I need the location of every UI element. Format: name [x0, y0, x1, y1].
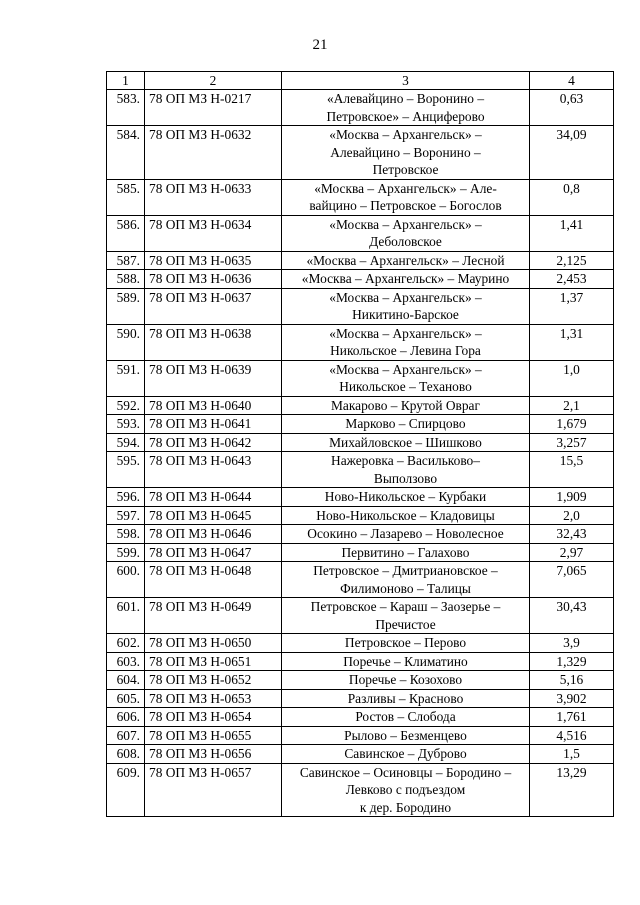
- road-id: 78 ОП МЗ Н-0635: [145, 251, 282, 270]
- road-id: 78 ОП МЗ Н-0656: [145, 745, 282, 764]
- table-row: [107, 251, 614, 270]
- row-number: 592.: [107, 396, 145, 415]
- table-row: [107, 763, 614, 817]
- road-id: 78 ОП МЗ Н-0657: [145, 763, 282, 817]
- road-name: [282, 215, 530, 251]
- road-id: 78 ОП МЗ Н-0650: [145, 634, 282, 653]
- road-length: 1,31: [530, 324, 614, 360]
- road-name: [282, 525, 530, 544]
- road-name-line: Никольское – Теханово: [339, 379, 472, 394]
- road-name: [282, 763, 530, 817]
- row-number: 606.: [107, 708, 145, 727]
- road-id: 78 ОП МЗ Н-0653: [145, 689, 282, 708]
- road-name-line: Выползово: [373, 470, 438, 486]
- table-header-row: [107, 72, 614, 90]
- road-length: 3,902: [530, 689, 614, 708]
- road-length: 1,679: [530, 415, 614, 434]
- road-length: 0,63: [530, 90, 614, 126]
- road-length: 2,125: [530, 251, 614, 270]
- road-name-line: Макарово – Крутой Овраг: [331, 397, 480, 413]
- row-number: 603.: [107, 652, 145, 671]
- row-number: 600.: [107, 562, 145, 598]
- row-number: 583.: [107, 90, 145, 126]
- road-name: [282, 671, 530, 690]
- column-header-2: 2: [145, 72, 282, 90]
- road-length: 3,9: [530, 634, 614, 653]
- road-name: [282, 488, 530, 507]
- road-name-line: Нажеровка – Васильково–: [331, 453, 480, 468]
- road-name-line: Поречье – Климатино: [343, 653, 468, 669]
- column-header-4: 4: [530, 72, 614, 90]
- road-name: [282, 396, 530, 415]
- road-length: 1,41: [530, 215, 614, 251]
- road-name-line: «Москва – Архангельск» –: [329, 325, 482, 341]
- road-name-line: «Москва – Архангельск» – Лесной: [306, 252, 505, 268]
- row-number: 608.: [107, 745, 145, 764]
- road-name-line: Марково – Спирцово: [345, 416, 466, 431]
- table-row: [107, 726, 614, 745]
- road-name: [282, 90, 530, 126]
- road-id: 78 ОП МЗ Н-0634: [145, 215, 282, 251]
- road-length: 1,0: [530, 360, 614, 396]
- road-name: [282, 652, 530, 671]
- road-length: 3,257: [530, 433, 614, 452]
- road-id: 78 ОП МЗ Н-0652: [145, 671, 282, 690]
- road-name-line: «Москва – Архангельск» – Маурино: [301, 271, 510, 286]
- table-row: [107, 634, 614, 653]
- road-name-line: «Москва – Архангельск» –: [329, 289, 482, 305]
- road-name-line: Петровское – Перово: [344, 635, 467, 650]
- table-row: [107, 745, 614, 764]
- table-row: [107, 689, 614, 708]
- road-name-line: Ново-Никольское – Кладовицы: [316, 507, 495, 523]
- table-row: [107, 488, 614, 507]
- row-number: 589.: [107, 288, 145, 324]
- road-name-line: Осокино – Лазарево – Новолесное: [307, 526, 504, 541]
- road-name-line: к дер. Бородино: [359, 799, 452, 815]
- road-id: 78 ОП МЗ Н-0640: [145, 396, 282, 415]
- table-row: [107, 360, 614, 396]
- row-number: 586.: [107, 215, 145, 251]
- road-id: 78 ОП МЗ Н-0655: [145, 726, 282, 745]
- road-name-line: Савинское – Осиновцы – Бородино –: [299, 764, 512, 780]
- row-number: 593.: [107, 415, 145, 434]
- road-id: 78 ОП МЗ Н-0646: [145, 525, 282, 544]
- road-length: 2,1: [530, 396, 614, 415]
- road-name: [282, 433, 530, 452]
- road-length: 32,43: [530, 525, 614, 544]
- row-number: 604.: [107, 671, 145, 690]
- road-name-line: «Москва – Архангельск» –: [329, 361, 482, 377]
- table-row: [107, 671, 614, 690]
- table-body: [107, 90, 614, 817]
- road-name-line: Петровское: [372, 162, 439, 177]
- road-id: 78 ОП МЗ Н-0217: [145, 90, 282, 126]
- road-name-line: Никитино-Барское: [352, 307, 459, 322]
- road-name-line: Деболовское: [369, 234, 442, 249]
- road-name: [282, 452, 530, 488]
- table-row: [107, 215, 614, 251]
- row-number: 605.: [107, 689, 145, 708]
- road-name-line: «Москва – Архангельск» – Але-: [314, 180, 497, 196]
- road-name: [282, 288, 530, 324]
- road-name-line: Ново-Никольское – Курбаки: [324, 489, 487, 504]
- table-row: [107, 324, 614, 360]
- table-row: [107, 433, 614, 452]
- road-id: 78 ОП МЗ Н-0647: [145, 543, 282, 562]
- road-id: 78 ОП МЗ Н-0654: [145, 708, 282, 727]
- row-number: 590.: [107, 324, 145, 360]
- road-name-line: Петровское» – Анциферово: [326, 108, 485, 124]
- row-number: 595.: [107, 452, 145, 488]
- table-row: [107, 562, 614, 598]
- table-row: [107, 598, 614, 634]
- road-id: 78 ОП МЗ Н-0645: [145, 506, 282, 525]
- road-length: 1,329: [530, 652, 614, 671]
- road-length: 34,09: [530, 126, 614, 180]
- road-id: 78 ОП МЗ Н-0639: [145, 360, 282, 396]
- row-number: 584.: [107, 126, 145, 180]
- road-length: 13,29: [530, 763, 614, 817]
- road-name-line: Савинское – Дуброво: [344, 746, 467, 761]
- road-name-line: Никольское – Левина Гора: [330, 343, 481, 358]
- road-id: 78 ОП МЗ Н-0643: [145, 452, 282, 488]
- road-id: 78 ОП МЗ Н-0642: [145, 433, 282, 452]
- road-name: [282, 708, 530, 727]
- column-header-1: 1: [107, 72, 145, 90]
- road-id: 78 ОП МЗ Н-0638: [145, 324, 282, 360]
- road-length: 0,8: [530, 179, 614, 215]
- road-length: 5,16: [530, 671, 614, 690]
- table-row: [107, 525, 614, 544]
- road-name: [282, 634, 530, 653]
- road-name-line: вайцино – Петровское – Богослов: [309, 198, 502, 213]
- road-id: 78 ОП МЗ Н-0648: [145, 562, 282, 598]
- page-number: 21: [312, 37, 328, 53]
- road-name-line: Первитино – Галахово: [341, 544, 470, 560]
- road-length: 7,065: [530, 562, 614, 598]
- road-length: 2,97: [530, 543, 614, 562]
- table-row: [107, 126, 614, 180]
- table-row: [107, 179, 614, 215]
- road-name-line: Рылово – Безменцево: [344, 727, 467, 743]
- road-length: 15,5: [530, 452, 614, 488]
- table-row: [107, 543, 614, 562]
- road-name: [282, 251, 530, 270]
- road-name-line: Петровское – Дмитриановское –: [313, 563, 498, 578]
- road-name: [282, 360, 530, 396]
- road-id: 78 ОП МЗ Н-0636: [145, 270, 282, 289]
- road-id: 78 ОП МЗ Н-0632: [145, 126, 282, 180]
- road-length: 1,5: [530, 745, 614, 764]
- road-length: 1,761: [530, 708, 614, 727]
- row-number: 602.: [107, 634, 145, 653]
- row-number: 596.: [107, 488, 145, 507]
- road-name: [282, 726, 530, 745]
- road-id: 78 ОП МЗ Н-0649: [145, 598, 282, 634]
- road-name: [282, 745, 530, 764]
- row-number: 599.: [107, 543, 145, 562]
- table-row: [107, 708, 614, 727]
- road-name-line: «Алевайцино – Воронино –: [326, 91, 485, 106]
- road-name: [282, 562, 530, 598]
- road-length: 1,37: [530, 288, 614, 324]
- road-id: 78 ОП МЗ Н-0633: [145, 179, 282, 215]
- road-name: [282, 689, 530, 708]
- road-length: 1,909: [530, 488, 614, 507]
- road-id: 78 ОП МЗ Н-0637: [145, 288, 282, 324]
- road-name-line: Алевайцино – Воронино –: [330, 144, 481, 160]
- road-name-line: «Москва – Архангельск» –: [329, 216, 482, 232]
- road-name: [282, 126, 530, 180]
- row-number: 591.: [107, 360, 145, 396]
- row-number: 594.: [107, 433, 145, 452]
- road-name: [282, 543, 530, 562]
- road-length: 30,43: [530, 598, 614, 634]
- road-id: 78 ОП МЗ Н-0644: [145, 488, 282, 507]
- road-name: [282, 415, 530, 434]
- row-number: 601.: [107, 598, 145, 634]
- road-name-line: Разливы – Красново: [347, 690, 464, 706]
- road-length: 2,453: [530, 270, 614, 289]
- column-header-3: 3: [282, 72, 530, 90]
- row-number: 597.: [107, 506, 145, 525]
- road-name-line: Ростов – Слобода: [355, 709, 456, 724]
- row-number: 609.: [107, 763, 145, 817]
- road-name: [282, 324, 530, 360]
- road-length: 2,0: [530, 506, 614, 525]
- road-name-line: Пречистое: [375, 616, 436, 632]
- road-name-line: Михайловское – Шишково: [329, 434, 482, 450]
- table-row: [107, 270, 614, 289]
- road-length: 4,516: [530, 726, 614, 745]
- table-row: [107, 506, 614, 525]
- row-number: 587.: [107, 251, 145, 270]
- road-name-line: Петровское – Караш – Заозерье –: [310, 599, 501, 614]
- table-row: [107, 652, 614, 671]
- row-number: 598.: [107, 525, 145, 544]
- road-name-line: «Москва – Архангельск» –: [329, 127, 482, 142]
- road-name: [282, 270, 530, 289]
- table-row: [107, 288, 614, 324]
- table-row: [107, 452, 614, 488]
- row-number: 607.: [107, 726, 145, 745]
- road-name: [282, 506, 530, 525]
- table-row: [107, 396, 614, 415]
- road-name: [282, 598, 530, 634]
- table-row: [107, 415, 614, 434]
- table-row: [107, 90, 614, 126]
- road-name-line: Левково с подъездом: [345, 782, 466, 797]
- road-id: 78 ОП МЗ Н-0641: [145, 415, 282, 434]
- road-name-line: Поречье – Козохово: [348, 672, 463, 687]
- road-name: [282, 179, 530, 215]
- roads-table: [106, 71, 614, 817]
- row-number: 588.: [107, 270, 145, 289]
- road-name-line: Филимоново – Талицы: [340, 580, 471, 596]
- row-number: 585.: [107, 179, 145, 215]
- road-id: 78 ОП МЗ Н-0651: [145, 652, 282, 671]
